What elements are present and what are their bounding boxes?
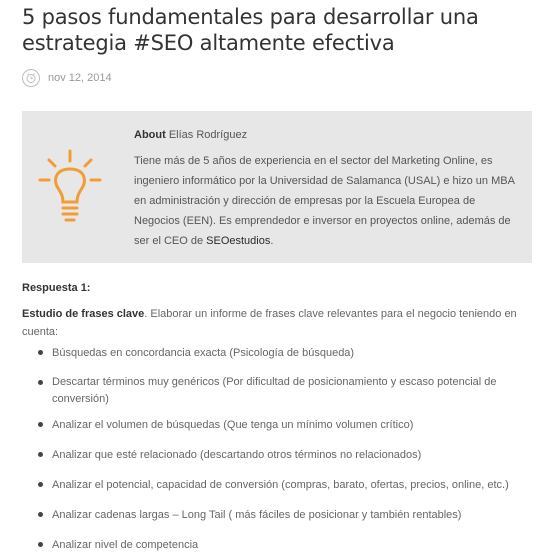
seoestudios-link[interactable]: SEOestudios <box>206 235 271 247</box>
bullet-icon <box>38 542 43 547</box>
list-item <box>38 506 538 524</box>
author-heading <box>134 129 247 141</box>
answer-lead-text: . Elaborar un informe de frases clave relevantes para el negocio teniendo en cuenta: <box>22 308 517 338</box>
post-title: 5 pasos fundamentales para desarrollar una estrategia #SEO altamente efectiva <box>22 5 479 55</box>
bullet-icon <box>38 452 43 457</box>
list-item <box>38 446 538 464</box>
author-name: Elías Rodríguez <box>168 129 248 141</box>
author-bio-end: . <box>270 235 274 247</box>
list-item-text: Descartar términos muy genéricos (Por dificultad de posicionamiento y escaso potencial de conversión) <box>52 376 497 405</box>
list-item <box>38 536 538 554</box>
answer-lead-bold: Estudio de frases clave <box>22 308 145 320</box>
post-date: nov 12, 2014 <box>48 72 112 84</box>
bullet-icon <box>38 350 43 355</box>
bullet-icon <box>38 380 43 385</box>
list-item <box>38 344 538 362</box>
list-item-text: Búsquedas en concordancia exacta (Psicología de búsqueda) <box>52 347 355 359</box>
list-item-text: Analizar nivel de competencia <box>52 539 199 551</box>
bullet-icon <box>38 422 43 427</box>
post-meta <box>22 68 112 88</box>
list-item-text: Analizar el potencial, capacidad de conversión (compras, barato, ofertas, precios, online, etc.) <box>52 479 509 491</box>
list-item-text: Analizar que esté relacionado (descartando otros términos no relacionados) <box>52 449 422 461</box>
bullet-icon <box>38 482 43 487</box>
answer-intro <box>22 305 532 341</box>
answer-heading: Respuesta 1: <box>22 282 91 294</box>
bullet-icon <box>38 512 43 517</box>
criteria-list <box>38 344 538 554</box>
lightbulb-icon <box>39 149 101 227</box>
list-item-text: Analizar cadenas largas – Long Tail ( más fáciles de posicionar y también rentables) <box>52 509 462 521</box>
list-item <box>38 374 538 408</box>
author-box <box>22 111 532 263</box>
author-bio <box>134 151 518 251</box>
clock-icon <box>22 69 40 87</box>
list-item <box>38 416 538 434</box>
list-item <box>38 476 538 494</box>
about-label: About <box>134 129 166 141</box>
author-bio-text: Tiene más de 5 años de experiencia en el sector del Marketing Online, es ingeniero informático por la Universidad de Salamanca (USAL) e hizo un MBA en administración y dirección de empresas por la Escuela Europea de Negocios (EEN). Es emprendedor e inversor en proyectos online, además de ser el CEO de <box>134 155 515 247</box>
list-item-text: Analizar el volumen de búsquedas (Que tenga un mínimo volumen crítico) <box>52 419 414 431</box>
